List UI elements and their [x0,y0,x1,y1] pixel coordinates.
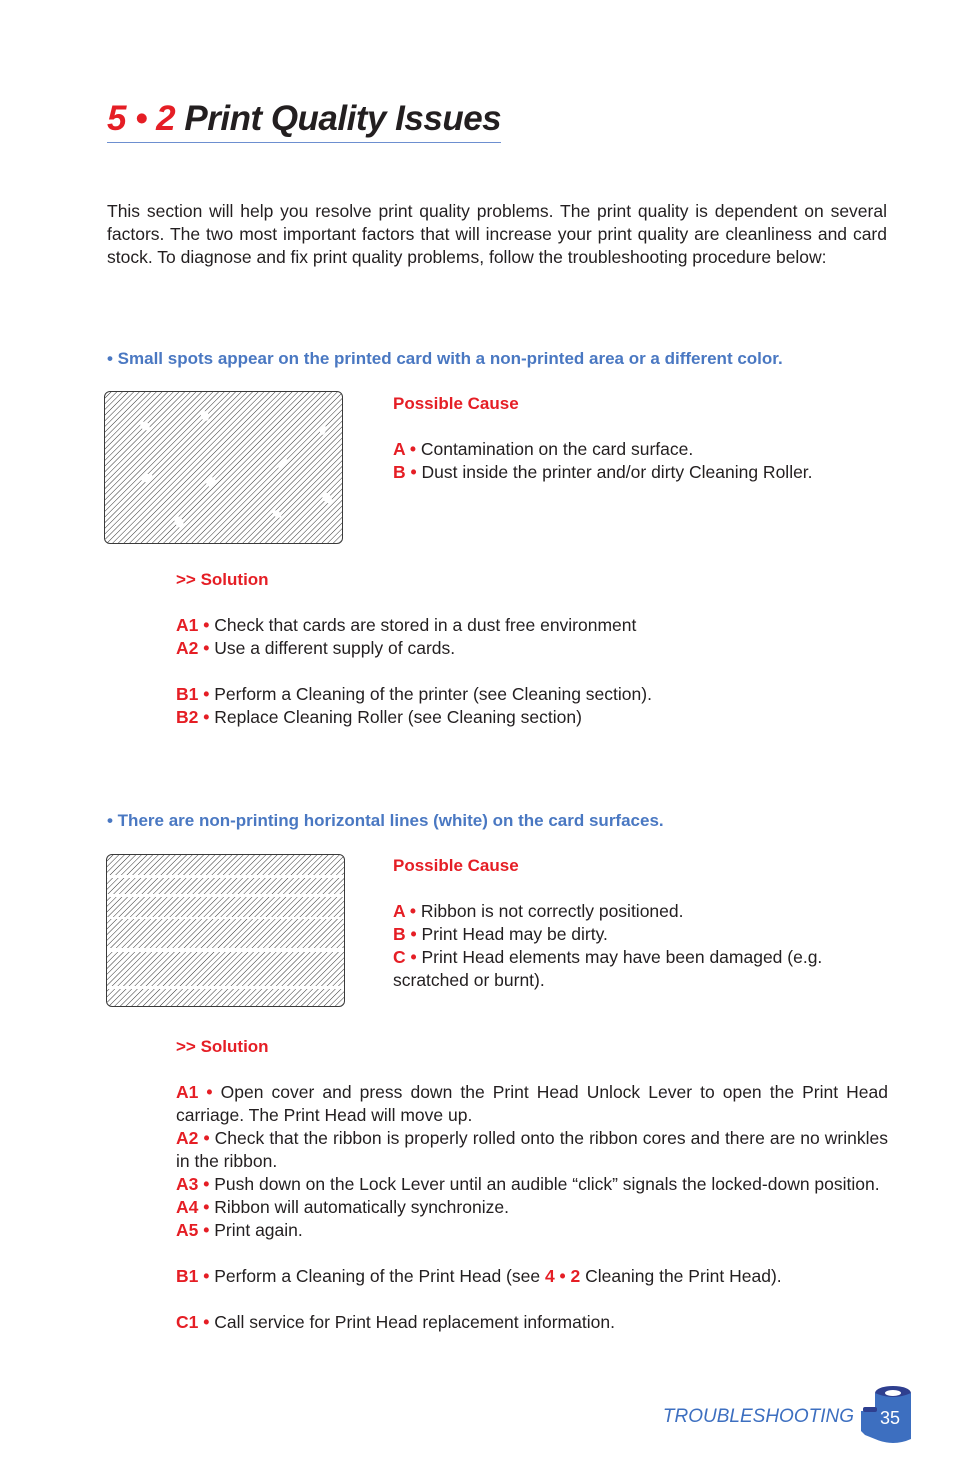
section-number: 5 • 2 [107,99,176,138]
solution-item: B2 • Replace Cleaning Roller (see Cleaning section) [176,707,582,727]
solution-heading: >> Solution [176,1037,269,1056]
card-illustration-lines [106,854,345,1007]
solution-item: A4 • Ribbon will automatically synchronize. [176,1197,509,1217]
section-reference: 4 • 2 [544,1266,581,1286]
solution-item: A1 • Check that cards are stored in a dust free environment [176,615,637,635]
section-title: Print Quality Issues [184,99,502,138]
intro-paragraph: This section will help you resolve print quality problems. The print quality is dependent on several factors. The two most important factors that will increase your print quality are cleanliness and card stock. To diagnose and fix print quality problems, follow the troubleshooting procedure below: [107,201,887,267]
solution-item: A5 • Print again. [176,1220,303,1240]
cause-item: A • Contamination on the card surface. [393,439,694,459]
cause-item: B • Dust inside the printer and/or dirty Cleaning Roller. [393,462,813,482]
solution-item: C1 • Call service for Print Head replacement information. [176,1312,615,1332]
possible-cause-heading: Possible Cause [393,856,519,875]
issue-1-solutions [176,569,888,729]
solution-heading: >> Solution [176,570,269,589]
solution-item: B1 • Perform a Cleaning of the printer (see Cleaning section). [176,684,652,704]
solution-item: A2 • Use a different supply of cards. [176,638,456,658]
cause-item: C • Print Head elements may have been damaged (e.g. scratched or burnt). [393,947,823,990]
solution-item: A1 • Open cover and press down the Print Head Unlock Lever to open the Print Head carriage. The Print Head will move up. [176,1082,888,1125]
page-number: 35 [880,1408,901,1428]
card-illustration-spots [104,391,343,544]
cause-item: B • Print Head may be dirty. [393,924,608,944]
issue-1-causes [393,393,893,484]
solution-item: B1 • Perform a Cleaning of the Print Head (see 4 • 2 Cleaning the Print Head). [176,1266,782,1286]
footer-section-label: TROUBLESHOOTING [662,1406,854,1427]
issue-2-causes [393,855,893,992]
issue-1-heading: • Small spots appear on the printed card with a non-printed area or a different color. [107,349,783,368]
cause-item: A • Ribbon is not correctly positioned. [393,901,684,921]
issue-2-solutions [176,1036,888,1334]
page-title [107,98,501,143]
solution-item: A2 • Check that the ribbon is properly rolled onto the ribbon cores and there are no wrinkles in the ribbon. [176,1128,889,1171]
issue-2-heading: • There are non-printing horizontal lines (white) on the card surfaces. [107,811,664,830]
possible-cause-heading: Possible Cause [393,394,519,413]
solution-item: A3 • Push down on the Lock Lever until an audible “click” signals the locked-down position. [176,1174,880,1194]
